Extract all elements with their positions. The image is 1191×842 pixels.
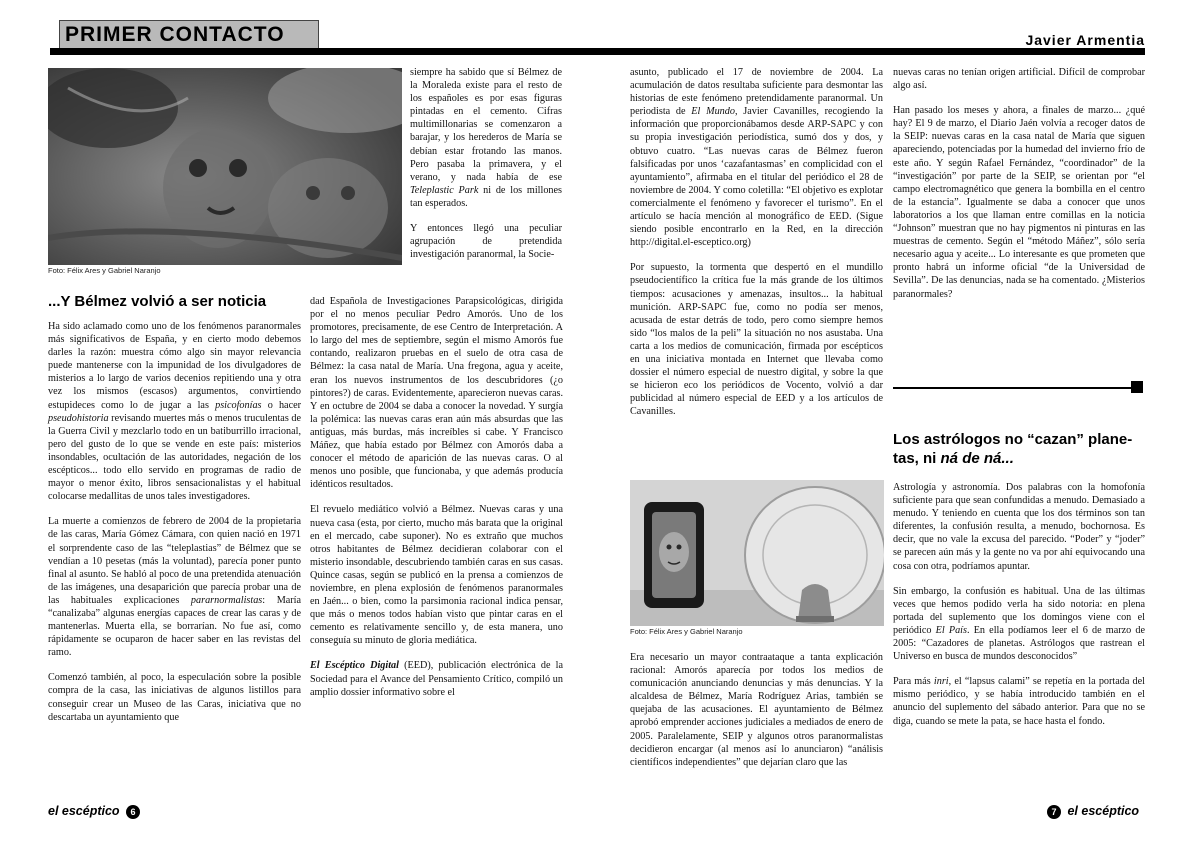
col4-paragraph-3: Astrología y astronomía. Dos palabras con la homofonía suficiente para que sean confundidas a menudo. Demasiado a menudo. Y teniendo en cuenta que los dos términos son tan diferentes, la confusión resulta, a menudo, bochornosa. Es decir, que no vale la excusa del parecido. “Poder” y “joder” se parecen aún más y la gente no va por ahí equivocando una cosa con otra, podríamos apuntar. (893, 482, 1145, 572)
section-tag (59, 20, 319, 49)
column-2-top (410, 66, 562, 261)
col2-paragraph-3: El revuelo mediático volvió a Bélmez. Nuevas caras y una nueva casa (esta, por cierto, mucho más barata que la original en el mercado, cabe suponer). No es extraño que muchos otros habitantes de Bélmez decidieran colaborar con el misterio insondable, descubriendo también caras en sus casas. Quince casas, según se publicó en la prensa a comienzos de noviembre, en plena explosión de fenómenos paranormales en Jaén... o bien, como la parsimonia racional indica pensar, que más o menos todos habían visto que pintar caras en el cemento es relativamente sencillo y, de esta manera, uno conseguía su minuto de gloria mediática. (310, 504, 563, 647)
framed-face-photo (630, 480, 884, 626)
col2-paragraph-4: El Escéptico Digital (EED), publicación electrónica de la Sociedad para el Avance del Pensamiento Crítico, compiló un amplio dossier informativo sobre el (310, 660, 564, 698)
footer-magazine-name: el escéptico (48, 804, 120, 818)
col4-paragraph-2: Han pasado los meses y ahora, a finales de marzo... ¿qué hay? El 9 de marzo, el Diario Jaén volvía a recoger datos de la SEIP: nuevas caras en la casa natal de María que siguen apareciendo, potenciadas por la humedad del invierno frío de este año. Y según Rafael Fernández, “coordinador” de la “investigación” por parte de la SEIP, se orientan por “el campo electromagnético que genera la bombilla en el centro de la estancia”. Igualmente se daba a conocer que unos laboratorios a los que llaman entre comillas en la noticia “Johnson” muestran que no hay pigmentos ni pinturas en las muestras de cemento. Según el “método Máñez”, sólo sería necesario agua y aceite... Lo interesante es que prometen que pronto habrá un informe oficial “de la Universidad de Sevilla”. De las denuncias, nada se ha comentado. ¿Misterios paranormales? (893, 105, 1145, 300)
photo1-caption: Foto: Félix Ares y Gabriel Naranjo (48, 266, 161, 275)
footer-magazine-name-right: el escéptico (1067, 804, 1140, 818)
col2-paragraph-2b: dad Española de Investigaciones Parapsicológicas, dirigida por el no menos peculiar Pedro Amorós. Uno de los promotores, precisamente, de ese Centro de Interpretación. A lo largo del mes de septiembre, según el mismo Amorós fue contando, realizaron pruebas en el suelo de otra casa de Bélmez: la casa natal de María. Una fregona, agua y aceite, eran los nuevos instrumentos de los descubridores (¿o pintores?) de caras. Evidentemente, aparecieron nuevas caras. Y en octubre de 2004 se daba a conocer la novedad. Y surgía la polémica: las nuevas caras eran aún más absurdas que las antiguas, más burdas, más increíbles si cabe. Y Francisco Máñez, que había estado por Bélmez con Amorós daba a conocer el método de aparición de las nuevas caras. O al menos uno posible, que funcionaba, y que además producía idénticos resultados. (310, 296, 563, 491)
column-3-bottom (630, 651, 883, 781)
page-number-right: 7 (1047, 805, 1061, 819)
divider-block (1131, 381, 1143, 393)
col1-paragraph-3: Comenzó también, al poco, la especulación sobre la posible compra de la casa, las iniciativas de algunos listillos para conseguir crear un Museo de las Caras, iniciativa que no descartaba un ayuntamiento que (48, 672, 301, 723)
footer-left (48, 804, 143, 819)
column-3 (630, 66, 883, 430)
col2-paragraph-1: siempre ha sabido que sí Bélmez de la Moraleda existe para el resto de los españoles es por esas figuras pintadas en el cemento. Cifras multimillonarias se comenzaron a barajar, y los herederos de María se debían estar frotando las manos. Pero pasaba la primavera, y el verano, y nada había de ese Teleplastic Park ni de los millones tan esperados. (410, 67, 562, 209)
col2-paragraph-2a: Y entonces llegó una peculiar agrupación de pretendida investigación paranormal, la Socie- (410, 223, 562, 261)
section-title: PRIMER CONTACTO (65, 23, 285, 46)
frame-image (630, 480, 884, 626)
article1-title: ...Y Bélmez volvió a ser noticia (48, 293, 267, 310)
col4-paragraph-5: Para más inri, el “lapsus calami” se repetía en la portada del mismo periódico, y se había introducido también en el anuncio del suplemento del sábado anterior. Para que no se diga, cuando se mete la pata, se hace hasta el fondo. (893, 676, 1145, 727)
col4-paragraph-4: Sin embargo, la confusión es habitual. Una de las últimas veces que hemos podido verla ha sido notoria: en plena portada del suplemento que los domingos viene con el periódico El País. En ella podíamos leer el 6 de marzo de 2005: “Cazadores de planetas. Astrólogos que rastrean el Universo en busca de mundos desconocidos” (893, 585, 1145, 663)
col3-paragraph-1: asunto, publicado el 17 de noviembre de 2004. La acumulación de datos resultaba suficiente para desmontar las historias de este fenómeno pretendidamente paranormal. Un periodista de El Mundo, Javier Cavanilles, recogiendo la información que proporcionábamos desde ARP-SAPC y con su propia investigación periodística, sumó dos y dos, y obtuvo cuatro. “Las nuevas caras de Bélmez fueron falsificadas por unos ‘cazafantasmas’ en complicidad con el ayuntamiento”, afirmaba en el titular del periódico el 28 de noviembre de 2004. Y como coletilla: “El objetivo es explotar comercialmente el fenómeno y favorecer el turismo”. En el artículo se hacía mención al monográfico de EED. (Sigue siendo posible encontrarlo en la Red, en la dirección http://digital.el-esceptico.org) (630, 67, 883, 249)
face-image (48, 68, 402, 265)
header-rule (50, 48, 1145, 55)
author-name: Javier Armentia (1025, 32, 1145, 48)
belmez-face-photo (48, 68, 402, 265)
col1-paragraph-1: Ha sido aclamado como uno de los fenómenos paranormales más significativos de España, y en cierto modo debemos darles la razón: muestra cómo algo sin mayor relevancia puede mantenerse con la impunidad de los divulgadores de misterios a lo largo de varios decenios repitiendo una y otra vez los mismos (escasos) argumentos, convirtiendo estupideces como lo de jugar a las psicofonías o hacer pseudohistoria revisando muertes más o menos truculentas de la Guerra Civil y mezclarlo todo en un batiburrillo irracional, pero del gusto de lo que se vende en este país: misterios insondables, ocultación de las autoridades, negación de los escépticos... todo ello servido en programas de radio de mayor o menor éxito, libros sensacionalistas y el habitual colocarse medallitas de unos tales investigadores. (48, 321, 302, 503)
section-divider (893, 387, 1131, 389)
page-number-left: 6 (126, 805, 140, 819)
article2-title: Los astrólogos no “cazan” plane- tas, ni ná de ná... (893, 431, 1133, 467)
column-4 (893, 66, 1145, 313)
column-2 (310, 295, 563, 711)
col3-paragraph-3: Era necesario un mayor contraataque a tanta explicación racional: Amorós aparecía por todos los medios de comunicación anunciando denuncias y más denuncias. Y la alcaldesa de Bélmez, María Rodríguez Arias, también se quejaba de las acusaciones. El ayuntamiento de Bélmez aprobó emprender acciones judiciales a mediados de enero de 2005. Paralelamente, SEIP y algunos otros paranormalistas decidieron encargar (al menos así lo anunciaron) “análisis científicos independientes” que dejarían claro que las (630, 652, 883, 768)
column-1 (48, 320, 301, 736)
column-4-bottom (893, 481, 1145, 740)
photo2-caption: Foto: Félix Ares y Gabriel Naranjo (630, 627, 743, 636)
col3-paragraph-2: Por supuesto, la tormenta que despertó en el mundillo pseudocientífico la crítica fue la más grande de los últimos tiempos: acusaciones y amenazas, insultos... la habitual munición. ARP-SAPC fue, como no podía ser menos, acusada de estar detrás de todo, pero como siempre hemos sido “los malos de la peli” la situación no nos asustaba. Una carta a los medios de comunicación, firmada por escépticos en una iniciativa montada en Internet que llevaba como dossier el número especial de nuestro digital, y sobre la que se hicieron eco los periódicos de Vocento, volvió a dar publicidad al número especial de EED y a los artículos de Cavanilles. (630, 262, 883, 418)
footer-right (1044, 804, 1139, 819)
col1-paragraph-2: La muerte a comienzos de febrero de 2004 de la propietaria de las caras, María Gómez Cámara, con quien nació en 1971 el sorprendente caso de las “teleplastias” de Bélmez que se vendían a 10 pesetas (más la voluntad), parecía poner punto final al asunto. Se habló al poco de una pretendida atenuación de las imágenes, una desaparición que parecía probar una de las habituales explicaciones pararnormalistas: María “canalizaba” algunas energías capaces de crear las caras y de mantenerlas. Muerta ella, se borrarían. No fue así, como rápidamente se ocuparon de hacer saber en las revistas del ramo. (48, 516, 302, 659)
col4-paragraph-1: nuevas caras no tenían origen artificial. Difícil de comprobar algo así. (893, 67, 1145, 92)
